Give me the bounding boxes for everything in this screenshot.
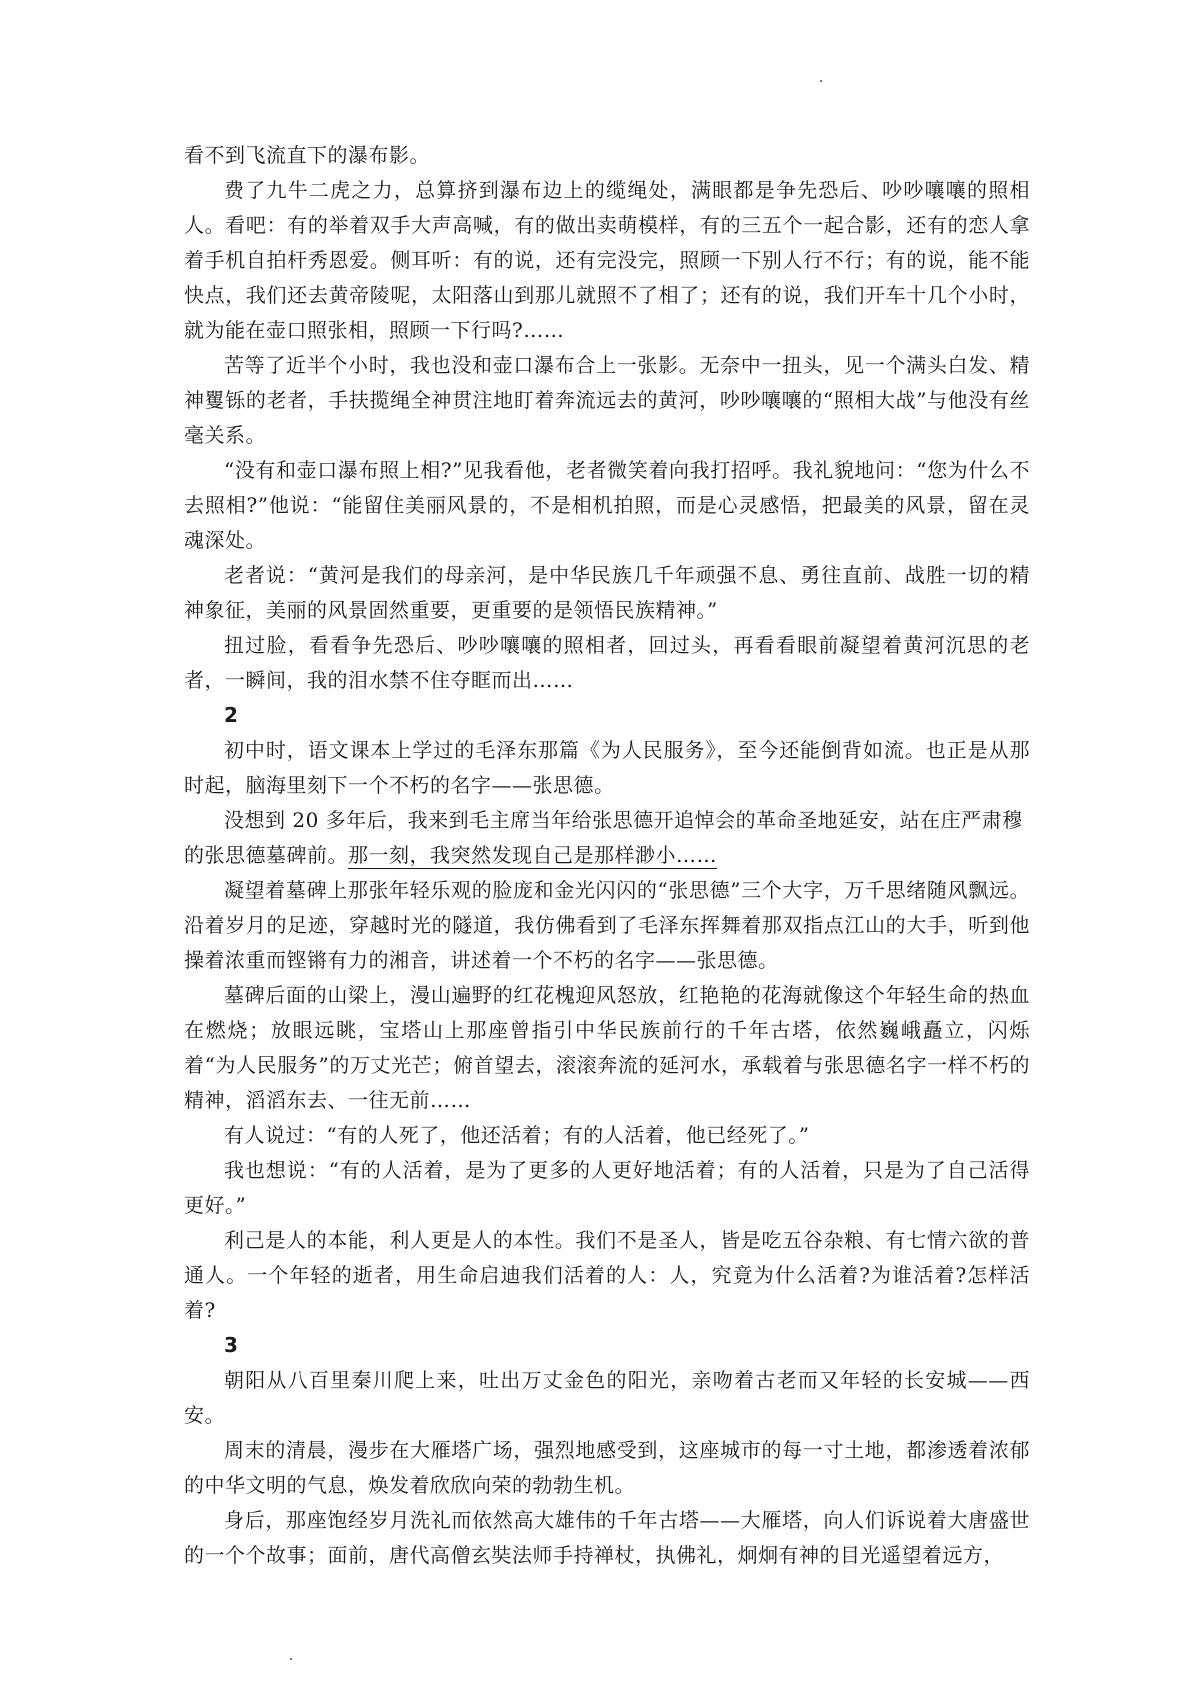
- paragraph-text: 凝望着墓碑上那张年轻乐观的脸庞和金光闪闪的“张思德”三个大字，万千思绪随风飘远。沿着岁月的足迹，穿越时光的隧道，我仿佛看到了毛泽东挥舞着那双指点江山的大手，听到他操着浓重而铿锵有力的湘音，讲述着一个不朽的名字——张思德。: [184, 878, 1030, 972]
- paragraph: [184, 733, 1030, 803]
- paragraph: [184, 1363, 1030, 1433]
- paragraph-text: 没想到 20 多年后，我来到毛主席当年给张思德开追悼会的革命圣地延安，站在庄严肃穆: [224, 808, 1023, 832]
- paragraph-text: 看不到飞流直下的瀑布影。: [184, 143, 430, 167]
- paragraph: [184, 838, 1030, 873]
- paragraph-text: 费了九牛二虎之力，总算挤到瀑布边上的缆绳处，满眼都是争先恐后、吵吵嚷嚷的照相人。看吧：有的举着双手大声高喊，有的做出卖萌模样，有的三五个一起合影，还有的恋人拿着手机自拍杆秀恩爱。侧耳听：有的说，还有完没完，照顾一下别人行不行；有的说，能不能快点，我们还去黄帝陵呢，太阳落山到那儿就照不了相了；还有的说，我们开车十几个小时，就为能在壶口照张相，照顾一下行吗?……: [184, 178, 1030, 342]
- paragraph-text: “没有和壶口瀑布照上相?”见我看他，老者微笑着向我打招呼。我礼貌地问：“您为什么不去照相?”他说：“能留住美丽风景的，不是相机拍照，而是心灵感悟，把最美的风景，留在灵魂深处。: [184, 458, 1030, 552]
- paragraph: [184, 453, 1030, 558]
- paragraph: [184, 1503, 1030, 1573]
- paragraph-text: 我也想说：“有的人活着，是为了更多的人更好地活着；有的人活着，只是为了自己活得更好。”: [184, 1158, 1030, 1217]
- paragraph-text: 扭过脸，看看争先恐后、吵吵嚷嚷的照相者，回过头，再看看眼前凝望着黄河沉思的老者，一瞬间，我的泪水禁不住夺眶而出……: [184, 633, 1030, 692]
- scan-speck: [290, 1658, 292, 1660]
- paragraph: [184, 803, 1030, 838]
- paragraph-text: 初中时，语文课本上学过的毛泽东那篇《为人民服务》，至今还能倒背如流。也正是从那时起，脑海里刻下一个不朽的名字——张思德。: [184, 738, 1030, 797]
- section-number: 3: [224, 1333, 239, 1357]
- paragraph-text: 利己是人的本能，利人更是人的本性。我们不是圣人，皆是吃五谷杂粮、有七情六欲的普通人。一个年轻的逝者，用生命启迪我们活着的人：人，究竟为什么活着?为谁活着?怎样活着?: [184, 1228, 1030, 1322]
- paragraph-text: 老者说：“黄河是我们的母亲河，是中华民族几千年顽强不息、勇往直前、战胜一切的精神象征，美丽的风景固然重要，更重要的是领悟民族精神。”: [184, 563, 1030, 622]
- paragraph: [184, 173, 1030, 348]
- paragraph-text: 有人说过：“有的人死了，他还活着；有的人活着，他已经死了。”: [224, 1123, 810, 1147]
- paragraph: [184, 1433, 1030, 1503]
- paragraph-text: 周末的清晨，漫步在大雁塔广场，强烈地感受到，这座城市的每一寸土地，都渗透着浓郁的中华文明的气息，焕发着欣欣向荣的勃勃生机。: [184, 1438, 1030, 1497]
- paragraph: [184, 1223, 1030, 1328]
- paragraph: [184, 978, 1030, 1118]
- paragraph: [184, 628, 1030, 698]
- scan-speck: [820, 80, 822, 82]
- paragraph: [184, 1118, 1030, 1153]
- paragraph: [184, 348, 1030, 453]
- paragraph: [184, 1153, 1030, 1223]
- paragraph-text: 身后，那座饱经岁月洗礼而依然高大雄伟的千年古塔——大雁塔，向人们诉说着大唐盛世的一个个故事；面前，唐代高僧玄奘法师手持禅杖，执佛礼，炯炯有神的目光遥望着远方，: [184, 1508, 1030, 1567]
- paragraph-text: 苦等了近半个小时，我也没和壶口瀑布合上一张影。无奈中一扭头，见一个满头白发、精神矍铄的老者，手扶揽绳全神贯注地盯着奔流远去的黄河，吵吵嚷嚷的“照相大战”与他没有丝毫关系。: [184, 353, 1030, 447]
- paragraph-text: 的张思德墓碑前。: [184, 843, 348, 867]
- paragraph-text: 墓碑后面的山梁上，漫山遍野的红花槐迎风怒放，红艳艳的花海就像这个年轻生命的热血在燃烧；放眼远眺，宝塔山上那座曾指引中华民族前行的千年古塔，依然巍峨矗立，闪烁着“为人民服务”的万丈光芒；俯首望去，滚滚奔流的延河水，承载着与张思德名字一样不朽的精神，滔滔东去、一往无前……: [184, 983, 1030, 1112]
- document-page: [184, 138, 1030, 1573]
- paragraph: [184, 138, 1030, 173]
- paragraph: [184, 873, 1030, 978]
- paragraph-text: 朝阳从八百里秦川爬上来，吐出万丈金色的阳光，亲吻着古老而又年轻的长安城——西安。: [184, 1368, 1030, 1427]
- section-number: 2: [224, 703, 239, 727]
- underlined-sentence: 那一刻，我突然发现自己是那样渺小……: [348, 843, 717, 867]
- paragraph: [184, 558, 1030, 628]
